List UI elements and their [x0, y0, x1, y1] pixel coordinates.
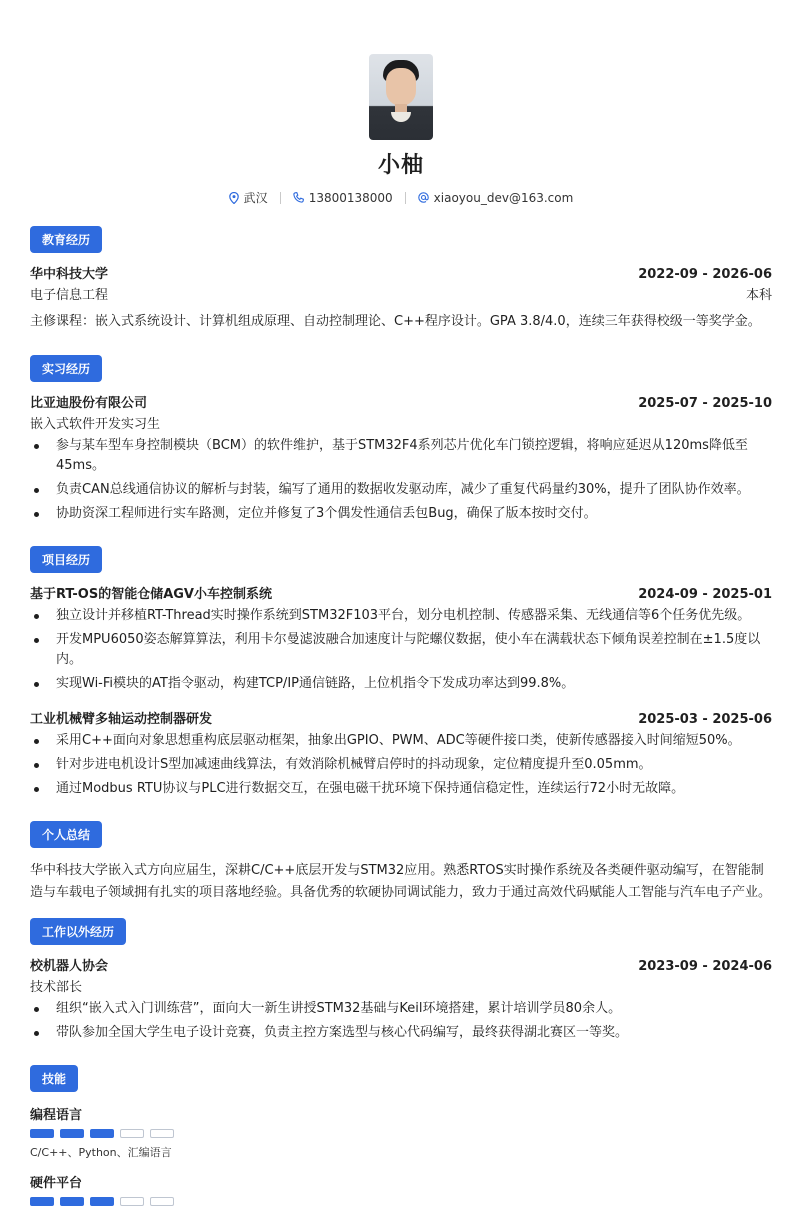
internship-date: 2025-07 - 2025-10: [638, 396, 772, 411]
skill-item: [30, 1172, 772, 1206]
summary-text: 华中科技大学嵌入式方向应届生，深耕C/C++底层开发与STM32应用。熟悉RTOS实时操作系统及各类硬件驱动编写，在智能制造与车载电子领域拥有扎实的项目落地经验。具备优秀的软硬协同调试能力，致力于通过高效代码赋能人工智能与汽车电子产业。: [30, 863, 772, 900]
skill-level-segment: [120, 1197, 144, 1206]
degree: 本科: [745, 288, 772, 303]
org-name: 校机器人协会: [30, 959, 109, 974]
skill-level-segment: [30, 1129, 54, 1138]
candidate-name: 小柚: [377, 153, 424, 178]
skill-level-segment: [150, 1129, 174, 1138]
skill-name: 硬件平台: [30, 1176, 83, 1191]
list-item: 组织“嵌入式入门训练营”，面向大一新生讲授STM32基础与Keil环境搭建，累计培训学员80余人。: [30, 999, 772, 1019]
section-summary-tag: 个人总结: [30, 821, 102, 848]
skill-name: 编程语言: [30, 1108, 83, 1123]
contact-bar: [30, 189, 772, 206]
section-projects-tag: 项目经历: [30, 546, 102, 573]
list-item: 协助资深工程师进行实车路测，定位并修复了3个偶发性通信丢包Bug，确保了版本按时交付。: [30, 504, 772, 524]
list-item: 带队参加全国大学生电子设计竞赛，负责主控方案选型与核心代码编写，最终获得湖北赛区一等奖。: [30, 1023, 772, 1043]
list-item: 负责CAN总线通信协议的解析与封装，编写了通用的数据收发驱动库，减少了重复代码量约30%，提升了团队协作效率。: [30, 480, 772, 500]
education-entry: [30, 263, 772, 333]
project-date: 2025-03 - 2025-06: [638, 712, 772, 727]
email-text[interactable]: xiaoyou_dev@163.com: [433, 190, 574, 205]
internship-entry: [30, 392, 772, 524]
list-item: 参与某车型车身控制模块（BCM）的软件维护，基于STM32F4系列芯片优化车门锁控逻辑，将响应延迟从120ms降低至45ms。: [30, 436, 772, 476]
skill-level-segment: [30, 1197, 54, 1206]
phone-icon: [293, 192, 304, 203]
contact-location: [229, 189, 268, 206]
skill-detail: C/C++、Python、汇编语言: [30, 1146, 172, 1159]
contact-email[interactable]: [418, 191, 574, 205]
skill-level-segment: [120, 1129, 144, 1138]
section-education-tag: 教育经历: [30, 226, 102, 253]
list-item: 实现Wi-Fi模块的AT指令驱动，构建TCP/IP通信链路，上位机指令下发成功率达到99.8%。: [30, 674, 772, 694]
internship-bullets: [30, 436, 772, 524]
contact-phone: [293, 191, 393, 205]
skill-level-bars: [30, 1197, 772, 1206]
list-item: 独立设计并移植RT-Thread实时操作系统到STM32F103平台，划分电机控制、传感器采集、无线通信等6个任务优先级。: [30, 606, 772, 626]
skill-level-segment: [60, 1129, 84, 1138]
map-pin-icon: [229, 192, 239, 204]
extra-bullets: [30, 999, 772, 1043]
project-entry: [30, 583, 772, 694]
extra-date: 2023-09 - 2024-06: [638, 959, 772, 974]
project-bullets: [30, 606, 772, 694]
skill-level-bars: [30, 1129, 772, 1138]
internship-role: 嵌入式软件开发实习生: [30, 417, 161, 432]
skill-level-segment: [90, 1197, 114, 1206]
skill-item: [30, 1104, 772, 1160]
phone-text: 13800138000: [308, 190, 393, 205]
list-item: 采用C++面向对象思想重构底层驱动框架，抽象出GPIO、PWM、ADC等硬件接口类，使新传感器接入时间缩短50%。: [30, 731, 772, 751]
location-text: 武汉: [243, 191, 268, 205]
list-item: 通过Modbus RTU协议与PLC进行数据交互，在强电磁干扰环境下保持通信稳定性，连续运行72小时无故障。: [30, 779, 772, 799]
section-extra-tag: 工作以外经历: [30, 918, 126, 945]
resume-page: [30, 0, 772, 1206]
extra-entry: [30, 955, 772, 1043]
skill-level-segment: [60, 1197, 84, 1206]
avatar: [369, 54, 433, 140]
school-name: 华中科技大学: [30, 267, 109, 282]
skill-level-segment: [90, 1129, 114, 1138]
at-icon: [418, 192, 429, 203]
project-bullets: [30, 731, 772, 799]
project-entry: [30, 708, 772, 799]
company-name: 比亚迪股份有限公司: [30, 396, 148, 411]
major: 电子信息工程: [30, 288, 109, 303]
list-item: 开发MPU6050姿态解算算法，利用卡尔曼滤波融合加速度计与陀螺仪数据，使小车在满载状态下倾角误差控制在±1.5度以内。: [30, 630, 772, 670]
section-internship-tag: 实习经历: [30, 355, 102, 382]
project-name: 工业机械臂多轴运动控制器研发: [30, 712, 213, 727]
section-skills-tag: 技能: [30, 1065, 78, 1092]
contact-divider: [405, 192, 406, 204]
list-item: 针对步进电机设计S型加减速曲线算法，有效消除机械臂启停时的抖动现象，定位精度提升至0.05mm。: [30, 755, 772, 775]
project-name: 基于RT-OS的智能仓储AGV小车控制系统: [30, 587, 272, 602]
project-date: 2024-09 - 2025-01: [638, 587, 772, 602]
education-date: 2022-09 - 2026-06: [638, 267, 772, 282]
education-description: 主修课程：嵌入式系统设计、计算机组成原理、自动控制理论、C++程序设计。GPA 3.8/4.0，连续三年获得校级一等奖学金。: [30, 314, 761, 329]
skill-level-segment: [150, 1197, 174, 1206]
extra-role: 技术部长: [30, 980, 83, 995]
contact-divider: [280, 192, 281, 204]
resume-header: [30, 0, 772, 206]
